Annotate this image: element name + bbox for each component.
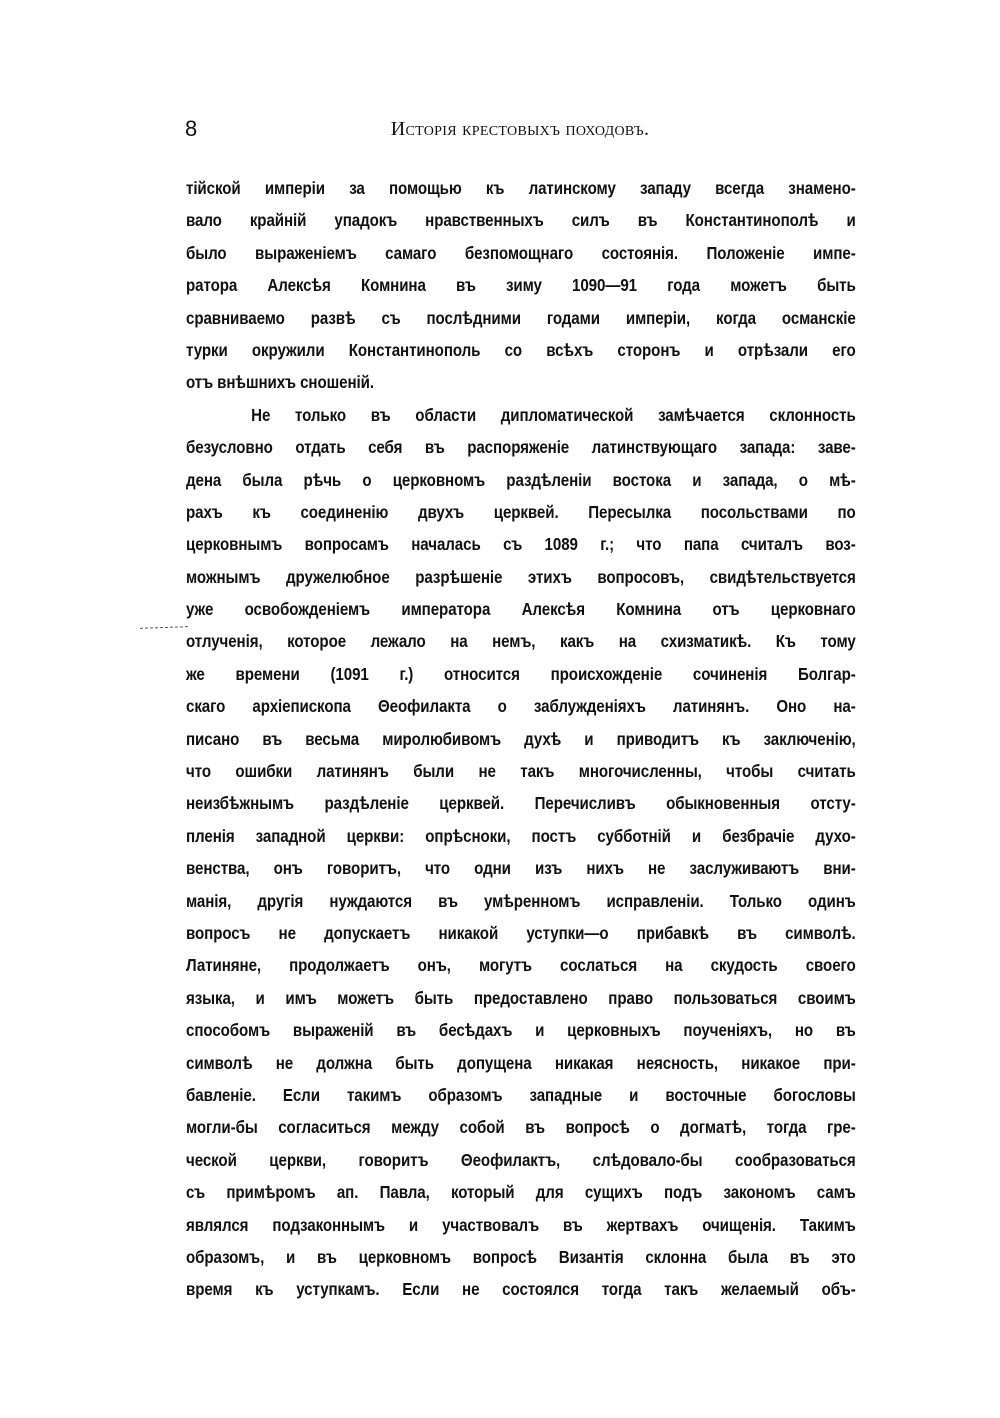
text-line: безусловно отдать себя въ распоряженіе латинствующаго запада: заве- <box>186 437 856 458</box>
text-line: время къ уступкамъ. Если не состоялся тогда такъ желаемый объ- <box>186 1279 856 1300</box>
text-line: ратора Алексѣя Комнина въ зиму 1090—91 года можетъ быть <box>186 275 856 296</box>
text-line: вопросъ не допускаетъ никакой уступки—о прибавкѣ въ символѣ. <box>186 922 856 943</box>
body-text <box>186 172 856 1370</box>
text-line: скаго архіепископа Θеофилакта о заблужденіяхъ латинянъ. Оно на- <box>186 696 856 717</box>
text-line <box>186 1306 856 1338</box>
text-line: отлученія, которое лежало на немъ, какъ на схизматикѣ. Къ тому <box>186 631 856 652</box>
text-line <box>186 1338 856 1370</box>
text-line: ческой церкви, говоритъ Θеофилактъ, слѣдовало-бы сообразоваться <box>186 1149 856 1170</box>
text-line: писано въ весьма миролюбивомъ духѣ и приводитъ къ заключенію, <box>186 728 856 749</box>
text-line: образомъ, и въ церковномъ вопросѣ Византія склонна была въ это <box>186 1246 856 1267</box>
text-line: неизбѣжнымъ раздѣленіе церквей. Перечисливъ обыкновенныя отсту- <box>186 793 856 814</box>
text-line: пленія западной церкви: опрѣсноки, постъ субботній и безбрачіе духо- <box>186 825 856 846</box>
text-line: бавленіе. Если такимъ образомъ западные и восточные богословы <box>186 1084 856 1105</box>
text-line: дена была рѣчь о церковномъ раздѣленіи востока и запада, о мѣ- <box>186 469 856 490</box>
text-line: турки окружили Константинополь со всѣхъ сторонъ и отрѣзали его <box>186 339 856 360</box>
text-line: Латиняне, продолжаетъ онъ, могутъ сослаться на скудость своего <box>186 955 856 976</box>
text-line: манія, другія нуждаются въ умѣренномъ исправленіи. Только одинъ <box>186 890 856 911</box>
text-line: способомъ выраженій въ бесѣдахъ и церковныхъ поученіяхъ, но въ <box>186 1020 856 1041</box>
text-line: тійской имперіи за помощью къ латинскому западу всегда знамено- <box>186 178 856 198</box>
text-line: что ошибки латинянъ были не такъ многочисленны, чтобы считать <box>186 761 856 782</box>
running-head <box>185 112 855 146</box>
text-line: вало крайній упадокъ нравственныхъ силъ въ Константинополѣ и <box>186 210 856 231</box>
text-line: съ примѣромъ ап. Павла, который для сущихъ подъ закономъ самъ <box>186 1182 856 1203</box>
text-line: можнымъ дружелюбное разрѣшеніе этихъ вопросовъ, свидѣтельствуется <box>186 566 856 587</box>
running-title: Исторія крестовыхъ походовъ. <box>390 118 650 140</box>
text-line: отъ внѣшнихъ сношеній. <box>186 372 374 393</box>
text-line: языка, и имъ можетъ быть предоставлено право пользоваться своимъ <box>186 987 856 1008</box>
text-line: Не только въ области дипломатической замѣчается склонность <box>251 404 856 425</box>
text-line: сравниваемо развѣ съ послѣдними годами имперіи, когда османскіе <box>186 307 856 328</box>
text-line: символѣ не должна быть допущена никакая неясность, никакое при- <box>186 1052 856 1073</box>
text-line: было выраженіемъ самаго безпомощнаго состоянія. Положеніе импе- <box>186 242 856 263</box>
text-line: являлся подзаконнымъ и участвовалъ въ жертвахъ очищенія. Такимъ <box>186 1214 856 1235</box>
text-line: церковнымъ вопросамъ началась съ 1089 г.; что папа считалъ воз- <box>186 534 856 555</box>
page-number: 8 <box>185 116 198 141</box>
text-line: венства, онъ говоритъ, что одни изъ нихъ не заслуживаютъ вни- <box>186 858 856 879</box>
margin-pencil-mark <box>140 626 188 629</box>
text-line: же времени (1091 г.) относится происхожденіе сочиненія Болгар- <box>186 663 856 684</box>
text-line: уже освобожденіемъ императора Алексѣя Комнина отъ церковнаго <box>186 599 856 620</box>
text-line: рахъ къ соединенію двухъ церквей. Пересылка посольствами по <box>186 501 856 522</box>
paragraph <box>186 172 856 399</box>
text-line: могли-бы согласиться между собой въ вопросѣ о догматѣ, тогда гре- <box>186 1117 856 1138</box>
paragraph <box>186 399 856 1371</box>
